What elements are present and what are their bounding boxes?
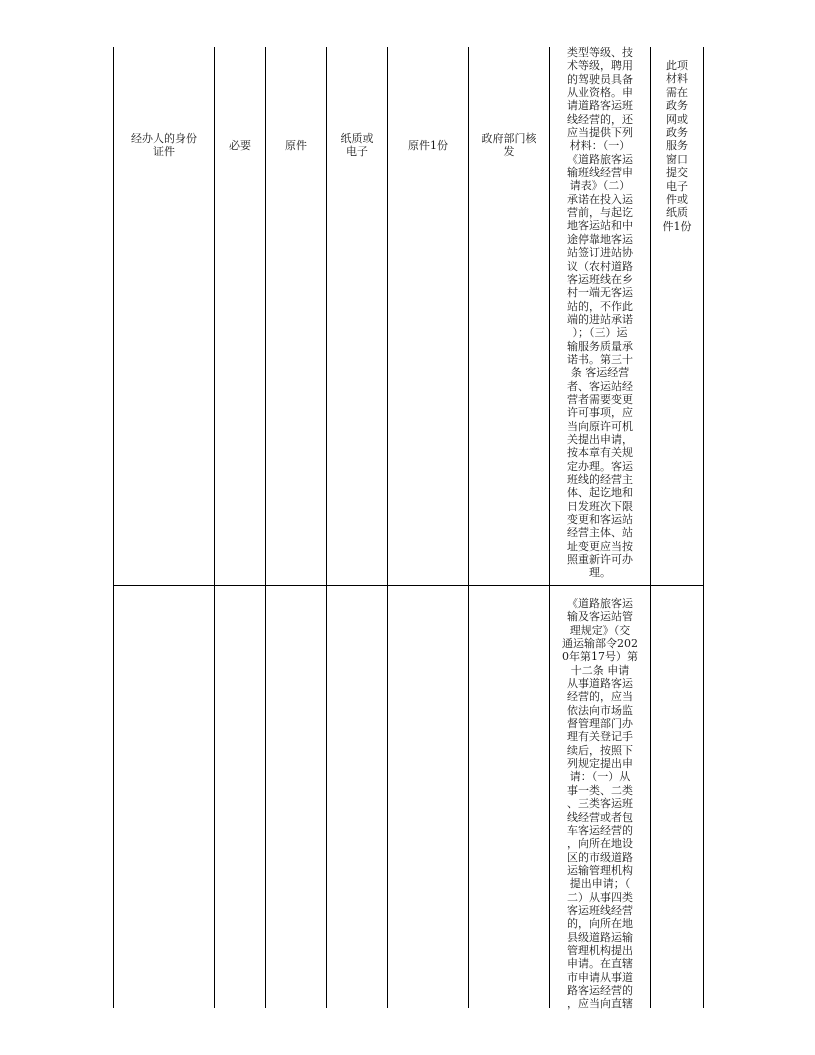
material-name-cell: 经办人的身份 证件 — [131, 132, 197, 159]
quantity-cell: 原件1份 — [408, 139, 448, 152]
legal-basis-cell: 类型等级、技 术等级，聘用 的驾驶员具备 从业资格。申 请道路客运班 线经营的，还 应当提供下列 材料：（一） 《道路旅客运 输班线经营申 请表》（二） 承诺在投入运 营前，与起讫 地客运站和中 途停靠地客运 站签订进站协 议（农村道路 客运班线在乡 村一端无客运 站的，不作此 端的进站承诺 ）；（三）运 输服务质量承 诺书。第三十 条 客运经营 者、客运站经 营者需要变更 许可事项，应 当向原许可机 关提出申请， 按本章有关规 定办理。客运 班线的经营主 体、起讫地和 日发班次下限 变更和客运站 经营主体、站 址变更应当按 照重新许可办 理。 — [567, 46, 633, 580]
row-divider — [113, 585, 704, 586]
note-cell: 此项 材料 需在 政务 网或 政务 服务 窗口 提交 电子 件或 纸质 件1份 — [662, 59, 692, 233]
column-divider — [214, 47, 215, 1008]
column-divider — [387, 47, 388, 1008]
form-cell: 原件 — [285, 139, 307, 152]
column-divider — [265, 47, 266, 1008]
table-border-right — [703, 47, 704, 1008]
table-border-left — [113, 47, 114, 1008]
medium-cell: 纸质或 电子 — [340, 132, 374, 159]
column-divider — [326, 47, 327, 1008]
legal-basis-cell: 《道路旅客运 输及客运站管 理规定》（交 通运输部令202 0年第17号）第 十二条 申请 从事道路客运 经营的，应当 依法向市场监 督管理部门办 理有关登记手 续后，按照下 列规定提出申 请：（一）从 事一类、二类 、三类客运班 线经营或者包 车客运经营的 ，向所在地设 区的市级道路 运输管理机构 提出申请；（ 二）从事四类 客运班线经营 的，向所在地 县级道路运输 管理机构提出 申请。在直辖 市申请从事道 路客运经营的 ，应当向直辖 — [562, 597, 638, 1011]
source-cell: 政府部门核 发 — [481, 132, 537, 159]
column-divider — [468, 47, 469, 1008]
required-cell: 必要 — [229, 139, 251, 152]
